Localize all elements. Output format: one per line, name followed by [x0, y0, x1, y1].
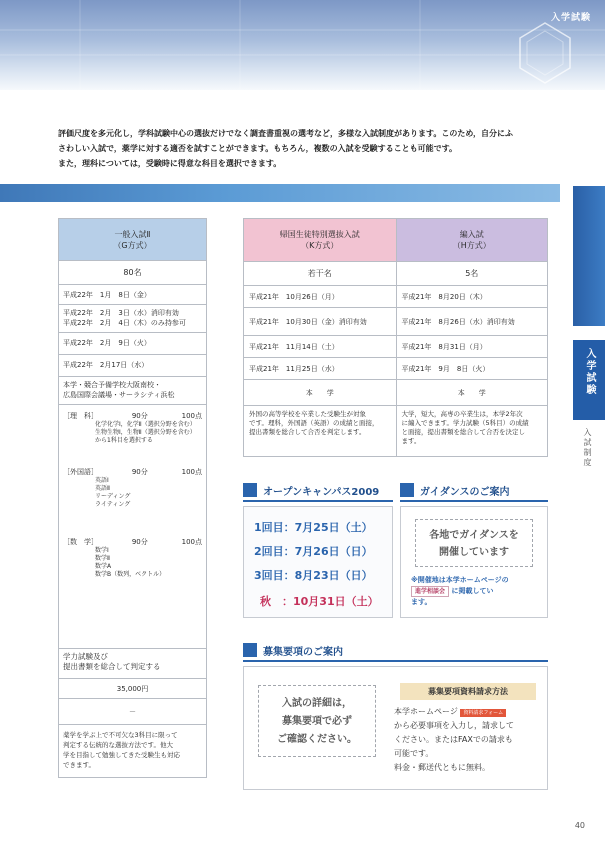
result-date-cell: 平成21年 8月31日（月）: [396, 336, 548, 357]
note-line: 薬学を学ぶ上で不可欠な3科目に限って: [63, 731, 178, 739]
subject-line: 生物生物Ⅰ，生物Ⅱ（選択分野を含む）: [95, 429, 196, 436]
note-line: 学を目指して勉強してきた受験生も対応: [63, 751, 180, 759]
consultation-link-button[interactable]: 進学相談会: [411, 586, 449, 597]
exam-date-cell: 平成21年 10月30日（金）消印有効: [249, 318, 367, 326]
header-band: [0, 0, 605, 90]
subject-name: ［数 学］: [63, 538, 98, 546]
desc-line: 外国の高等学校を卒業した受験生が対象: [249, 410, 366, 418]
bosyu-message: [258, 685, 376, 757]
header-k: [244, 219, 396, 261]
subject-name: ［外国語］: [63, 468, 98, 476]
subject-math: [63, 537, 202, 579]
judge-line: 提出書類を総合して判定する: [63, 662, 161, 671]
benzene-ring-icon: [515, 18, 575, 88]
page-number: 40: [574, 821, 585, 830]
open-campus-autumn: 秋 ：10月31日（土）: [260, 595, 379, 608]
subject-line: ライティング: [95, 501, 131, 508]
general-exam-table: [58, 218, 207, 778]
open-campus-date: 2回目：7月26日（日）: [254, 545, 373, 558]
subject-language: [63, 467, 202, 537]
side-tab-decoration: [573, 186, 605, 326]
subject-hours: 90分: [131, 412, 148, 420]
header-line: 一般入試Ⅱ: [114, 229, 151, 239]
desc-line: です。理科，外国語（英語）の成績と面接，: [249, 419, 379, 427]
request-line: 可能です。: [394, 749, 434, 758]
open-campus-heading: [243, 481, 379, 499]
exam-date-cell: 平成21年 8月26日（水）消印有効: [396, 308, 548, 335]
subject-line: 数学Ⅰ: [95, 547, 109, 554]
subjects-cell: [59, 405, 206, 649]
procedure-date-row: [244, 358, 547, 380]
subject-science: [63, 411, 202, 467]
guidance-line: 各地でガイダンスを: [429, 530, 519, 541]
fee-cell: 35,000円: [59, 679, 206, 699]
bosyu-line: 募集要項で必ず: [282, 716, 352, 727]
request-method-tag: 募集要項資料請求方法: [400, 683, 536, 700]
note-line: できます。: [63, 761, 95, 769]
result-date-cell: 平成22年 2月 9日（火）: [59, 333, 206, 355]
note-cell: [59, 725, 206, 777]
procedure-date-cell: 平成21年 11月25日（水）: [249, 365, 339, 373]
request-method-text: [394, 705, 544, 775]
desc-row: [244, 406, 547, 456]
subject-line: リーディング: [95, 493, 131, 500]
result-date-row: [244, 336, 547, 358]
request-line: 料金・郵送代ともに無料。: [394, 763, 490, 772]
guidance-message: [415, 519, 533, 567]
bosyu-title: 募集要項のご案内: [263, 646, 343, 658]
exam-date-row: [244, 308, 547, 336]
heading-square-icon: [400, 483, 414, 497]
judge-line: 学力試験及び: [63, 652, 108, 661]
header-line: 編入試: [459, 230, 484, 239]
venue-cell: [59, 377, 206, 405]
request-form-button[interactable]: 資料請求フォーム: [460, 709, 506, 717]
desc-line: ます。: [401, 437, 421, 445]
request-line: ください。またはFAXでの請求も: [394, 735, 513, 744]
subject-line: 英語Ⅱ: [95, 485, 110, 492]
desc-cell: [396, 406, 548, 456]
guidance-heading: [400, 481, 510, 499]
subject-points: 100点: [181, 538, 202, 546]
guidance-note-suffix: に掲載してい: [451, 587, 494, 595]
heading-underline: [400, 500, 548, 502]
desc-line: に編入できます。学力試験（5科目）の成績: [401, 419, 529, 427]
dash-cell: －: [59, 699, 206, 725]
side-tab: [573, 340, 605, 420]
heading-square-icon: [243, 643, 257, 657]
desc-line: と面接，提出書類を総合して合否を決定し: [401, 428, 525, 436]
header-line: （K方式）: [301, 241, 339, 250]
heading-underline: [243, 660, 548, 662]
subject-hours: 90分: [131, 538, 148, 546]
guidance-title: ガイダンスのご案内: [420, 486, 510, 498]
subject-hours: 90分: [131, 468, 148, 476]
heading-underline: [243, 500, 393, 502]
app-deadline-row: [244, 286, 547, 308]
header-line: 帰国生徒特別選抜入試: [279, 230, 360, 239]
intro-line: また，理科については，受験時に得意な科目を選択できます。: [58, 159, 282, 168]
capacity-cell: 若干名: [307, 269, 332, 278]
side-tab-label: 入学試験: [584, 348, 595, 396]
capacity-row: [244, 262, 547, 286]
desc-cell: [244, 406, 396, 456]
intro-text: [58, 126, 558, 171]
exam-date-line: 平成22年 2月 4日（木）のみ持参可: [63, 319, 186, 327]
bosyu-box: [243, 666, 548, 790]
table-header-row: [244, 219, 547, 262]
bosyu-line: 入試の詳細は，: [282, 698, 352, 709]
exam-date-cell: [59, 305, 206, 333]
guidance-note-tail: ます。: [411, 598, 432, 606]
heading-square-icon: [243, 483, 257, 497]
bosyu-line: ご確認ください。: [277, 734, 357, 745]
subject-line: 英語Ⅰ: [95, 477, 109, 484]
result-date-cell: 平成21年 11月14日（土）: [249, 343, 339, 351]
capacity-cell: 5名: [396, 262, 548, 285]
open-campus-date: 3回目：8月23日（日）: [254, 569, 373, 582]
side-sub-label: 入試制度: [583, 428, 592, 468]
judge-cell: [59, 649, 206, 679]
section-tag: 入学試験: [550, 13, 591, 23]
venue-cell: 本 学: [305, 389, 334, 397]
header-line: （G方式）: [113, 240, 152, 250]
intro-line: 評価尺度を多元化し，学科試験中心の選抜だけでなく調査書重視の選考など，多様な入試制度があります。このため，自分にふ: [58, 129, 514, 138]
subject-points: 100点: [181, 468, 202, 476]
venue-cell: 本 学: [396, 380, 548, 405]
desc-line: 大学，短大，高専の卒業生は，本学2年次: [401, 410, 523, 418]
guidance-line: 開催しています: [439, 547, 509, 558]
subject-points: 100点: [181, 412, 202, 420]
table-header: [59, 219, 206, 261]
section-divider-bar: [0, 184, 560, 202]
guidance-note: [411, 575, 539, 608]
request-line: から必要事項を入力し，請求して: [394, 721, 514, 730]
guidance-note-prefix: ※開催地は本学ホームページの: [411, 576, 509, 584]
subject-name: ［理 科］: [63, 412, 98, 420]
special-exam-table: [243, 218, 548, 457]
desc-line: 提出書類を総合して合否を判定します。: [249, 428, 366, 436]
exam-date-line: 平成22年 2月 3日（水）消印有効: [63, 309, 179, 317]
subject-line: 数学B（数列，ベクトル）: [95, 571, 166, 578]
note-line: 判定する伝統的な選抜方法です。他大: [63, 741, 173, 749]
app-deadline-cell: 平成21年 8月20日（木）: [396, 286, 548, 307]
open-campus-box: [243, 506, 393, 618]
subject-line: 数学Ⅱ: [95, 555, 110, 562]
subject-line: 化学化学Ⅰ，化学Ⅱ（選択分野を含む）: [95, 421, 196, 428]
subject-line: 数学A: [95, 563, 112, 570]
open-campus-title: オープンキャンパス2009: [263, 486, 380, 498]
venue-line: 広島国際会議場・サーラシティ浜松: [63, 391, 175, 399]
bosyu-heading: [243, 641, 343, 659]
procedure-date-cell: 平成21年 9月 8日（火）: [396, 358, 548, 379]
subject-line: から1科目を選択する: [95, 437, 153, 444]
intro-line: さわしい入試で，薬学に対する適否を試すことができます。もちろん，複数の入試を受験することも可能です。: [58, 144, 458, 153]
app-deadline-cell: 平成21年 10月26日（月）: [249, 293, 339, 301]
procedure-date-cell: 平成22年 2月17日（水）: [59, 355, 206, 377]
venue-row: [244, 380, 547, 406]
app-deadline-cell: 平成22年 1月 8日（金）: [59, 285, 206, 305]
header-line: （H方式）: [452, 241, 491, 250]
request-text-prefix: 本学ホームページ: [394, 707, 458, 716]
venue-line: 本学・競合予備学校大阪南校・: [63, 381, 161, 389]
guidance-box: [400, 506, 548, 618]
open-campus-date: 1回目：7月25日（土）: [254, 521, 373, 534]
capacity-cell: 80名: [59, 261, 206, 285]
header-h: [396, 219, 548, 261]
